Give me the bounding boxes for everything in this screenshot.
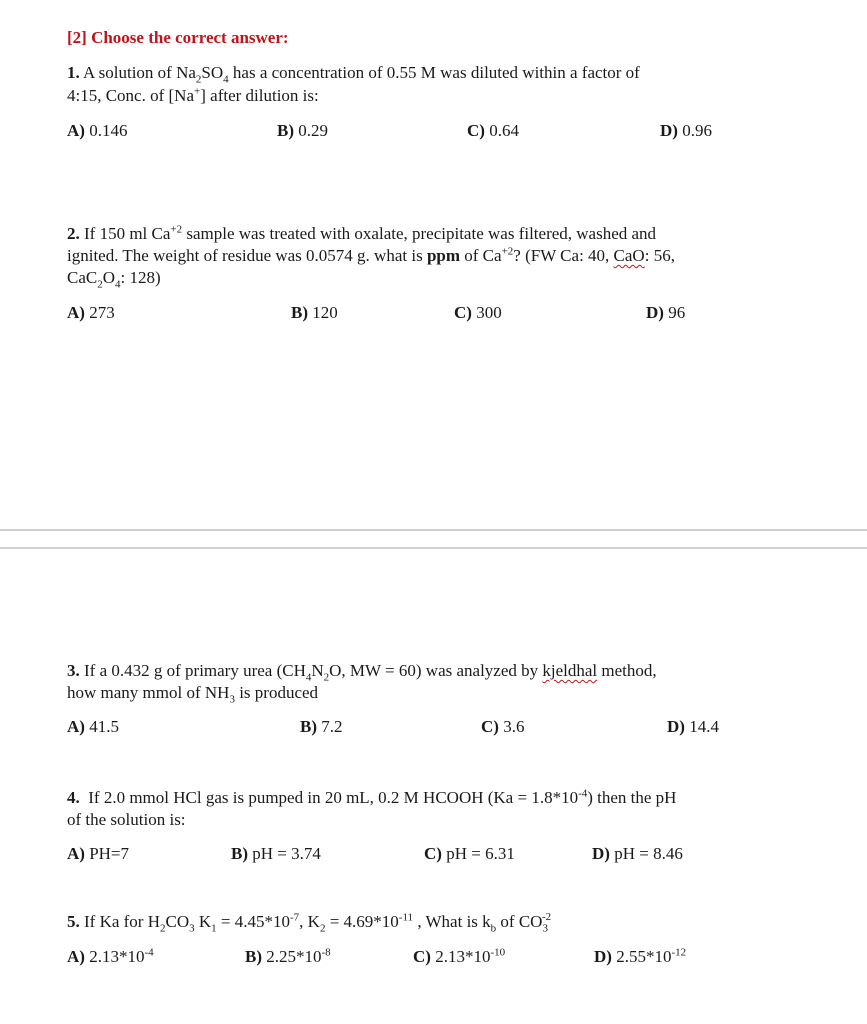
q2-text: sample was treated with oxalate, precipitate was filtered, washed and bbox=[182, 224, 657, 243]
option-text: 300 bbox=[471, 303, 502, 322]
option-text: 41.5 bbox=[84, 717, 119, 736]
q2-option-a[interactable] bbox=[67, 303, 115, 323]
q5-option-a[interactable] bbox=[67, 947, 154, 967]
q2-text: ? (FW Ca: 40, bbox=[513, 246, 614, 265]
option-text: pH = 8.46 bbox=[609, 844, 683, 863]
q1-text: ] after dilution is: bbox=[200, 86, 319, 105]
page-break-line bbox=[0, 547, 867, 549]
option-label: C) bbox=[413, 947, 431, 966]
question-1-line-1 bbox=[67, 62, 640, 84]
question-2-line-2 bbox=[67, 245, 675, 267]
q2-text: of Ca bbox=[460, 246, 502, 265]
q1-option-c[interactable] bbox=[467, 121, 519, 141]
q5-sub: 2 bbox=[160, 922, 166, 935]
q5-sub: b bbox=[490, 922, 497, 935]
q5-text: If Ka for H bbox=[79, 912, 160, 931]
option-label: C) bbox=[424, 844, 442, 863]
option-text: pH = 6.31 bbox=[441, 844, 515, 863]
q1-sub: 2 bbox=[195, 73, 202, 86]
question-5-line-1 bbox=[67, 911, 551, 933]
q3-sub: 3 bbox=[229, 693, 235, 706]
q4-sup: -4 bbox=[578, 787, 588, 800]
q2-option-d[interactable] bbox=[646, 303, 685, 323]
q2-sup: +2 bbox=[170, 223, 183, 236]
q5-sub: 1 bbox=[211, 922, 217, 935]
q1-sub: 4 bbox=[223, 73, 229, 86]
q3-text: O, MW = 60) was analyzed by bbox=[329, 661, 543, 680]
option-text: PH=7 bbox=[84, 844, 130, 863]
spellcheck-word: kjeldhal bbox=[542, 661, 598, 680]
q1-text: has a concentration of 0.55 M was diluted within a factor of bbox=[228, 63, 640, 82]
spellcheck-word: CaO bbox=[613, 246, 645, 265]
q1-text: 4:15, Conc. of [Na bbox=[67, 86, 195, 105]
q1-sup: + bbox=[194, 85, 201, 98]
q5-option-c[interactable] bbox=[413, 947, 505, 967]
option-label: C) bbox=[467, 121, 485, 140]
option-sup: -12 bbox=[671, 946, 687, 959]
question-5-number: 5. bbox=[67, 912, 80, 931]
option-label: A) bbox=[67, 303, 85, 322]
option-label: A) bbox=[67, 947, 85, 966]
question-4-number: 4. bbox=[67, 788, 80, 807]
option-label: D) bbox=[594, 947, 612, 966]
option-label: B) bbox=[245, 947, 262, 966]
q2-text: : 56, bbox=[644, 246, 675, 265]
q2-option-c[interactable] bbox=[454, 303, 502, 323]
q1-option-a[interactable] bbox=[67, 121, 127, 141]
q4-option-c[interactable] bbox=[424, 844, 515, 864]
option-label: A) bbox=[67, 121, 85, 140]
option-label: D) bbox=[667, 717, 685, 736]
option-label: B) bbox=[300, 717, 317, 736]
q2-text: ignited. The weight of residue was 0.0574 g. what is bbox=[67, 246, 427, 265]
q3-option-d[interactable] bbox=[667, 717, 719, 737]
option-text: 273 bbox=[84, 303, 115, 322]
option-text: 2.13*10 bbox=[430, 947, 491, 966]
option-text: 0.29 bbox=[294, 121, 328, 140]
question-4-line-1 bbox=[67, 787, 676, 809]
option-text: 0.146 bbox=[84, 121, 128, 140]
q5-option-b[interactable] bbox=[245, 947, 331, 967]
q3-option-b[interactable] bbox=[300, 717, 343, 737]
q3-option-c[interactable] bbox=[481, 717, 524, 737]
page-break-line bbox=[0, 529, 867, 531]
option-text: 7.2 bbox=[317, 717, 343, 736]
question-3-line-1 bbox=[67, 660, 657, 682]
q5-text: = 4.69*10 bbox=[325, 912, 399, 931]
q5-sub: 3 bbox=[189, 922, 195, 935]
q3-option-a[interactable] bbox=[67, 717, 119, 737]
option-text: 0.64 bbox=[484, 121, 519, 140]
option-text: pH = 3.74 bbox=[248, 844, 321, 863]
q5-text: CO bbox=[165, 912, 190, 931]
option-label: B) bbox=[277, 121, 294, 140]
question-2-number: 2. bbox=[67, 224, 80, 243]
option-sup: -10 bbox=[490, 946, 506, 959]
q1-text: SO bbox=[201, 63, 224, 82]
q2-option-b[interactable] bbox=[291, 303, 338, 323]
option-text: 0.96 bbox=[677, 121, 712, 140]
q2-sup: +2 bbox=[501, 245, 514, 258]
question-1-number: 1. bbox=[67, 63, 80, 82]
q5-text: K bbox=[194, 912, 212, 931]
option-label: A) bbox=[67, 844, 85, 863]
option-label: D) bbox=[646, 303, 664, 322]
q3-text: how many mmol of NH bbox=[67, 683, 230, 702]
q2-text: If 150 ml Ca bbox=[79, 224, 171, 243]
option-text: 3.6 bbox=[498, 717, 525, 736]
q4-option-d[interactable] bbox=[592, 844, 683, 864]
q1-text: A solution of Na bbox=[79, 63, 196, 82]
q5-sub: 2 bbox=[319, 922, 326, 935]
q5-option-d[interactable] bbox=[594, 947, 686, 967]
option-label: B) bbox=[291, 303, 308, 322]
q5-sup: -2 bbox=[541, 911, 552, 924]
option-label: A) bbox=[67, 717, 85, 736]
q3-sub: 4 bbox=[305, 671, 312, 684]
option-text: 120 bbox=[308, 303, 338, 322]
q5-text: , K bbox=[299, 912, 320, 931]
q4-option-b[interactable] bbox=[231, 844, 321, 864]
q5-text: of CO bbox=[496, 912, 543, 931]
q2-sub: 4 bbox=[115, 278, 121, 291]
option-text: 2.13*10 bbox=[84, 947, 145, 966]
option-label: D) bbox=[660, 121, 678, 140]
q2-bold: ppm bbox=[426, 246, 461, 265]
option-label: B) bbox=[231, 844, 248, 863]
q3-sub: 2 bbox=[323, 671, 330, 684]
q3-text: N bbox=[311, 661, 324, 680]
q1-option-d[interactable] bbox=[660, 121, 712, 141]
q2-text: O bbox=[102, 268, 116, 287]
q2-text: CaC bbox=[67, 268, 98, 287]
q5-text: = 4.45*10 bbox=[216, 912, 290, 931]
q4-text: If 2.0 mmol HCl gas is pumped in 20 mL, 0.2 M HCOOH (Ka = 1.8*10 bbox=[79, 788, 579, 807]
question-3-line-2 bbox=[67, 682, 318, 704]
option-label: C) bbox=[454, 303, 472, 322]
option-label: D) bbox=[592, 844, 610, 863]
option-text: 2.25*10 bbox=[262, 947, 322, 966]
section-heading: [2] Choose the correct answer: bbox=[67, 28, 289, 47]
q5-sub: 3 bbox=[542, 922, 548, 935]
option-text: 96 bbox=[663, 303, 686, 322]
question-3-number: 3. bbox=[67, 661, 80, 680]
question-1-line-2 bbox=[67, 85, 319, 107]
q5-sup: -11 bbox=[398, 911, 414, 924]
option-label: C) bbox=[481, 717, 499, 736]
option-sup: -8 bbox=[321, 946, 331, 959]
q4-text: ) then the pH bbox=[587, 788, 677, 807]
q3-text: method, bbox=[597, 661, 657, 680]
question-2-line-1 bbox=[67, 223, 656, 245]
q1-option-b[interactable] bbox=[277, 121, 328, 141]
q3-text: If a 0.432 g of primary urea (CH bbox=[79, 661, 306, 680]
q2-text: : 128) bbox=[120, 268, 161, 287]
q3-text: is produced bbox=[234, 683, 319, 702]
option-text: 14.4 bbox=[684, 717, 719, 736]
q5-text: , What is k bbox=[413, 912, 491, 931]
option-sup: -4 bbox=[144, 946, 154, 959]
q5-sup: -7 bbox=[290, 911, 300, 924]
q4-option-a[interactable] bbox=[67, 844, 129, 864]
q2-sub: 2 bbox=[97, 278, 103, 291]
question-2-line-3 bbox=[67, 267, 161, 289]
option-text: 2.55*10 bbox=[611, 947, 672, 966]
question-4-line-2: of the solution is: bbox=[67, 810, 186, 829]
